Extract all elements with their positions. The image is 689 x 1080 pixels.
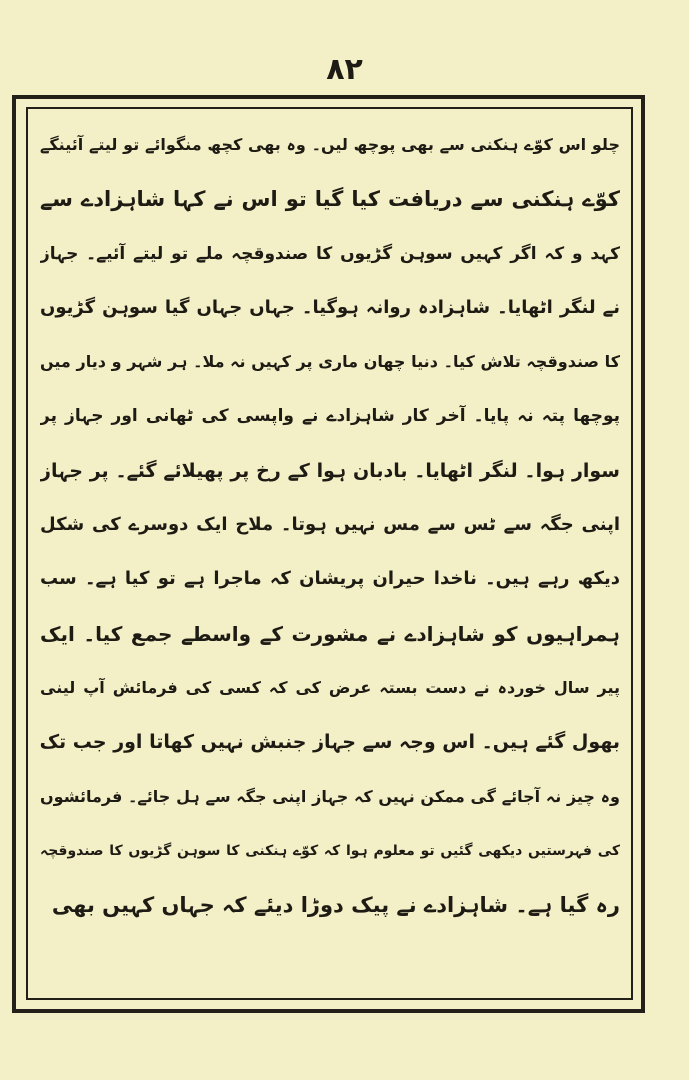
text-line-14: کی فہرستیں دیکھی گئیں تو معلوم ہوا کہ کوّے ہنکنی کا سوہن گڑیوں کا صندوقچہ [40, 842, 620, 859]
text-line-4: نے لنگر اٹھایا۔ شاہزادہ روانہ ہوگیا۔ جہاں جہاں گیا سوہن گڑیوں [40, 296, 620, 318]
text-line-5: کا صندوقچہ تلاش کیا۔ دنیا چھان ماری پر کہیں نہ ملا۔ ہر شہر و دیار میں [40, 352, 620, 372]
text-line-11: پیر سال خوردہ نے دست بستہ عرض کی کہ کسی کی فرمائش آپ لینی [40, 677, 620, 697]
text-line-9: دیکھ رہے ہیں۔ ناخدا حیران پریشان کہ ماجرا ہے تو کیا ہے۔ سب [40, 568, 620, 590]
text-line-10: ہمراہیوں کو شاہزادے نے مشورت کے واسطے جمع کیا۔ ایک [40, 621, 620, 646]
text-line-1: چلو اس کوّے ہنکنی سے بھی پوچھ لیں۔ وہ بھی کچھ منگوائے تو لیتے آئینگے [40, 135, 620, 154]
text-line-12: بھول گئے ہیں۔ اس وجہ سے جہاز جنبش نہیں کھاتا اور جب تک [40, 731, 620, 754]
text-line-3: کہد و کہ اگر کہیں سوہن گڑیوں کا صندوقچہ ملے تو لیتے آئیے۔ جہاز [40, 243, 620, 264]
body-text [40, 118, 620, 932]
text-line-2: کوّے ہنکنی سے دریافت کیا گیا تو اس نے کہا شاہزادے سے [40, 187, 620, 212]
page-number: ۸۲ [326, 52, 363, 87]
text-line-15: رہ گیا ہے۔ شاہزادے نے پیک دوڑا دیئے کہ جہاں کہیں بھی [51, 893, 620, 918]
text-line-13: وہ چیز نہ آجائے گی ممکن نہیں کہ جہاز اپنی جگہ سے ہل جائے۔ فرمائشوں [40, 786, 620, 806]
text-line-6: پوچھا پتہ نہ پایا۔ آخر کار شاہزادے نے واپسی کی ٹھانی اور جہاز پر [40, 406, 620, 427]
text-line-7: سوار ہوا۔ لنگر اٹھایا۔ بادبان ہوا کے رخ پر پھیلائے گئے۔ پر جہاز [40, 459, 620, 482]
text-line-8: اپنی جگہ سے ٹس سے مس نہیں ہوتا۔ ملاح ایک دوسرے کی شکل [40, 514, 620, 536]
